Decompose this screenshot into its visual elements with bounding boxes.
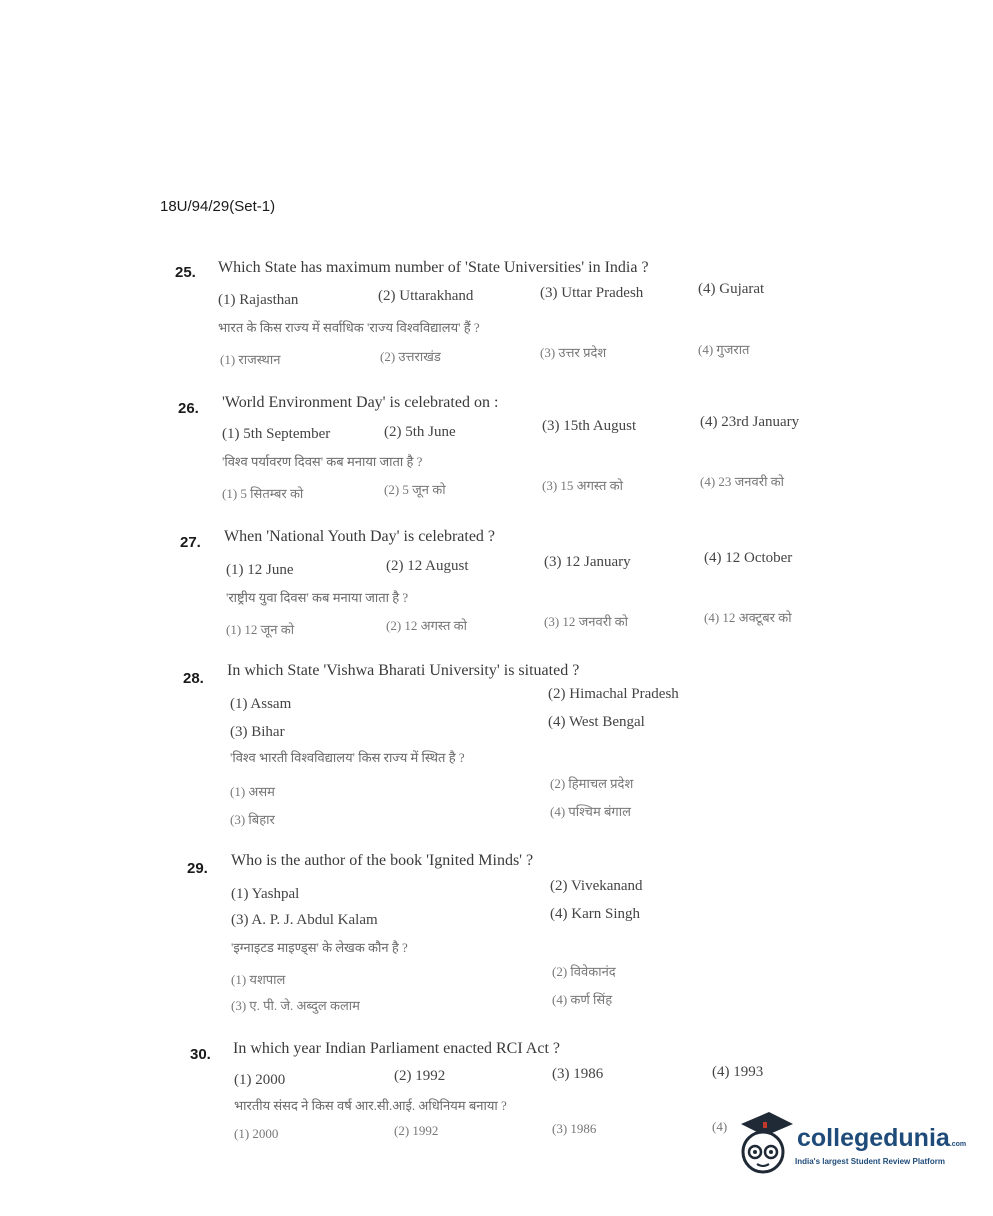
- collegedunia-logo: [735, 1108, 965, 1178]
- question-text: In which State 'Vishwa Bharati University' is situated ?: [227, 662, 580, 679]
- hindi-option-4: (4) 23 जनवरी को: [700, 474, 785, 489]
- hindi-option-1: (1) यशपाल: [231, 972, 286, 987]
- option-1: (1) Yashpal: [231, 886, 300, 902]
- option-2: (2) Uttarakhand: [378, 288, 474, 304]
- question-text: When 'National Youth Day' is celebrated ?: [224, 528, 496, 545]
- hindi-option-2: (2) 5 जून को: [384, 482, 446, 497]
- hindi-question-text: 'विश्व पर्यावरण दिवस' कब मनाया जाता है ?: [222, 454, 423, 469]
- hindi-option-2: (2) 12 अगस्त को: [386, 618, 467, 633]
- option-1: (1) 5th September: [222, 426, 331, 442]
- brand-name: collegedunia.com: [797, 1124, 967, 1152]
- question-number: 28.: [183, 670, 204, 687]
- question-number: 30.: [190, 1046, 211, 1063]
- hindi-question-text: 'विश्व भारती विश्वविद्यालय' किस राज्य में स्थित है ?: [230, 750, 465, 765]
- hindi-option-3: (3) बिहार: [230, 812, 275, 827]
- hindi-question-text: भारत के किस राज्य में सर्वाधिक 'राज्य विश्वविद्यालय' हैं ?: [218, 320, 480, 335]
- option-4: (4) Gujarat: [698, 281, 765, 297]
- option-1: (1) Assam: [230, 696, 292, 712]
- hindi-option-2: (2) हिमाचल प्रदेश: [550, 776, 634, 791]
- hindi-option-1: (1) 5 सितम्बर को: [222, 486, 304, 501]
- question-number: 26.: [178, 400, 199, 417]
- option-3: (3) Bihar: [230, 724, 285, 740]
- hindi-question-text: 'राष्ट्रीय युवा दिवस' कब मनाया जाता है ?: [226, 590, 409, 605]
- option-4: (4) Karn Singh: [550, 906, 640, 922]
- option-4: (4) 23rd January: [700, 414, 800, 430]
- option-2: (2) 5th June: [384, 424, 456, 440]
- option-2: (2) 1992: [394, 1068, 446, 1084]
- hindi-question-text: 'इग्नाइटड माइण्ड्स' के लेखक कौन है ?: [231, 940, 408, 955]
- option-4: (4) West Bengal: [548, 714, 645, 730]
- option-4: (4) 1993: [712, 1064, 764, 1080]
- question-number: 27.: [180, 534, 201, 551]
- hindi-option-4: (4) पश्चिम बंगाल: [550, 804, 631, 819]
- hindi-option-1: (1) 12 जून को: [226, 622, 295, 637]
- hindi-option-3: (3) 15 अगस्त को: [542, 478, 623, 493]
- option-3: (3) 12 January: [544, 554, 631, 570]
- question-text: 'World Environment Day' is celebrated on :: [222, 394, 499, 411]
- option-2: (2) Vivekanand: [550, 878, 643, 894]
- hindi-option-1: (1) असम: [230, 784, 275, 799]
- option-1: (1) 12 June: [226, 562, 294, 578]
- hindi-option-3: (3) 1986: [552, 1121, 597, 1136]
- option-2: (2) 12 August: [386, 558, 469, 574]
- hindi-option-3: (3) 12 जनवरी को: [544, 614, 629, 629]
- hindi-option-1: (1) 2000: [234, 1126, 279, 1141]
- brand-tagline: India's largest Student Review Platform: [795, 1157, 945, 1166]
- option-2: (2) Himachal Pradesh: [548, 686, 679, 702]
- hindi-option-4: (4) गुजरात: [698, 342, 750, 357]
- hindi-option-4: (4): [712, 1119, 728, 1134]
- graduate-mascot-icon: [735, 1108, 795, 1178]
- hindi-option-3: (3) उत्तर प्रदेश: [540, 345, 607, 360]
- hindi-option-2: (2) 1992: [394, 1123, 439, 1138]
- option-3: (3) 1986: [552, 1066, 604, 1082]
- option-3: (3) Uttar Pradesh: [540, 285, 644, 301]
- hindi-option-1: (1) राजस्थान: [220, 352, 281, 367]
- question-text: In which year Indian Parliament enacted RCI Act ?: [233, 1040, 560, 1057]
- question-number: 29.: [187, 860, 208, 877]
- option-1: (1) Rajasthan: [218, 292, 299, 308]
- hindi-option-4: (4) कर्ण सिंह: [552, 992, 613, 1007]
- option-4: (4) 12 October: [704, 550, 793, 566]
- hindi-option-3: (3) ए. पी. जे. अब्दुल कलाम: [231, 998, 360, 1013]
- option-3: (3) 15th August: [542, 418, 637, 434]
- question-text: Who is the author of the book 'Ignited Minds' ?: [231, 852, 534, 869]
- hindi-option-2: (2) उत्तराखंड: [380, 349, 441, 364]
- hindi-option-4: (4) 12 अक्टूबर को: [704, 610, 792, 625]
- question-text: Which State has maximum number of 'State Universities' in India ?: [218, 259, 649, 276]
- question-number: 25.: [175, 264, 196, 281]
- paper-code: 18U/94/29(Set-1): [160, 198, 276, 215]
- option-1: (1) 2000: [234, 1072, 286, 1088]
- hindi-option-2: (2) विवेकानंद: [552, 964, 616, 979]
- hindi-question-text: भारतीय संसद ने किस वर्ष आर.सी.आई. अधिनियम बनाया ?: [234, 1098, 507, 1113]
- option-3: (3) A. P. J. Abdul Kalam: [231, 912, 378, 928]
